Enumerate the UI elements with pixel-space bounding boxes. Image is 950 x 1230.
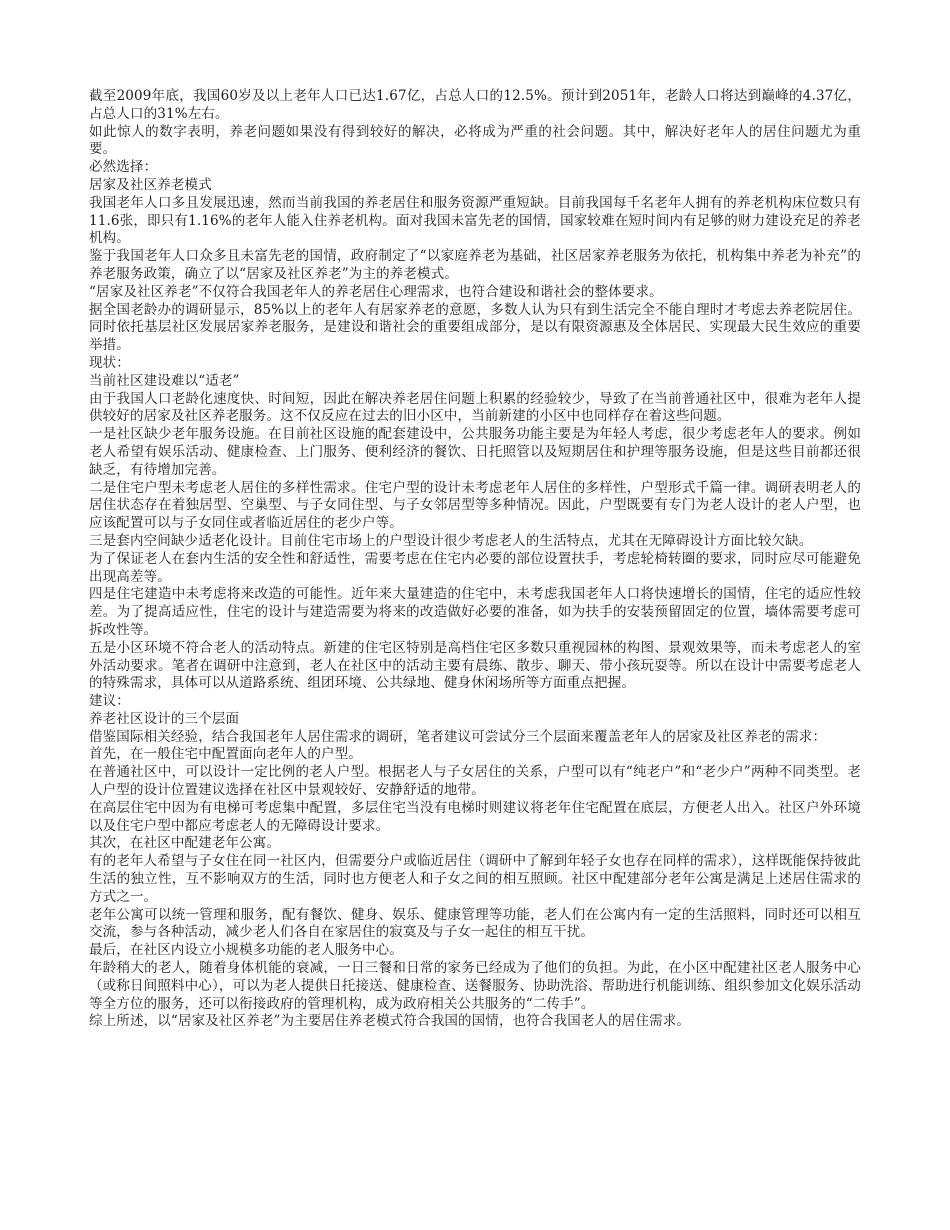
paragraph: 有的老年人希望与子女住在同一社区内，但需要分户或临近居住（调研中了解到年轻子女也存在同样的需求），这样既能保持彼此生活的独立性，互不影响双方的生活，同时也方便老人和子女之间的相互照顾。社区中配建部分老年公寓是满足上述居住需求的方式之一。 xyxy=(89,853,861,905)
paragraph: 五是小区环境不符合老人的活动特点。新建的住宅区特别是高档住宅区多数只重视园林的构图、景观效果等，而未考虑老人的室外活动要求。笔者在调研中注意到，老人在社区中的活动主要有晨练、散步、聊天、带小孩玩耍等。所以在设计中需要考虑老人的特殊需求，具体可以从道路系统、组团环境、公共绿地、健身休闲场所等方面重点把握。 xyxy=(89,639,861,692)
paragraph: 四是住宅建造中未考虑将来改造的可能性。近年来大量建造的住宅中，未考虑我国老年人口将快速增长的国情，住宅的适应性较差。为了提高适应性，住宅的设计与建造需要为将来的改造做好必要的准备，如为扶手的安装预留固定的位置，墙体需要考虑可拆改性等。 xyxy=(89,586,861,638)
paragraph: 三是套内空间缺少适老化设计。目前住宅市场上的户型设计很少考虑老人的生活特点，尤其在无障碍设计方面比较欠缺。 xyxy=(89,532,813,549)
paragraph: 年龄稍大的老人，随着身体机能的衰减，一日三餐和日常的家务已经成为了他们的负担。为此，在小区中配建社区老人服务中心（或称日间照料中心），可以为老人提供日托接送、健康检查、送餐服务、协助洗浴、帮助进行机能训练、组织参加文化娱乐活动等全方位的服务，还可以衔接政府的管理机构，成为政府相关公共服务的“二传手”。 xyxy=(89,960,861,1012)
section-label: 现状： xyxy=(89,354,130,371)
section-heading: 居家及社区养老模式 xyxy=(89,176,212,193)
paragraph: 据全国老龄办的调研显示，85%以上的老年人有居家养老的意愿，多数人认为只有到生活完全不能自理时才考虑去养老院居住。同时依托基层社区发展居家养老服务，是建设和谐社会的重要组成部分，是以有限资源惠及全体居民、实现最大民生效应的重要举措。 xyxy=(89,301,861,354)
paragraph: 在普通社区中，可以设计一定比例的老人户型。根据老人与子女居住的关系，户型可以有“纯老户”和“老少户”两种不同类型。老人户型的设计位置建议选择在社区中景观较好、安静舒适的地带。 xyxy=(89,764,861,799)
paragraph: 一是社区缺少老年服务设施。在目前社区设施的配套建设中，公共服务功能主要是为年轻人考虑，很少考虑老年人的要求。例如老人希望有娱乐活动、健康检查、上门服务、便利经济的餐饮、日托照管以及短期居住和护理等服务设施，但是这些目前都还很缺乏，有待增加完善。 xyxy=(89,426,861,478)
paragraph: 鉴于我国老年人口众多且未富先老的国情，政府制定了“以家庭养老为基础，社区居家养老服务为依托，机构集中养老为补充”的养老服务政策，确立了以“居家及社区养老”为主的养老模式。 xyxy=(89,248,861,282)
paragraph: 综上所述，以“居家及社区养老”为主要居住养老模式符合我国的国情，也符合我国老人的居住需求。 xyxy=(89,1013,691,1030)
paragraph: 由于我国人口老龄化速度快、时间短，因此在解决养老居住问题上积累的经验较少，导致了在当前普通社区中，很难为老年人提供较好的居家及社区养老服务。这不仅反应在过去的旧小区中，当前新建的小区中也同样存在着这些问题。 xyxy=(89,390,861,425)
paragraph: 最后，在社区内设立小规模多功能的老人服务中心。 xyxy=(89,942,403,959)
paragraph: 老年公寓可以统一管理和服务，配有餐饮、健身、娱乐、健康管理等功能，老人们在公寓内有一定的生活照料，同时还可以相互交流，参与各种活动，减少老人们各自在家居住的寂寞及与子女一起住的相互干扰。 xyxy=(89,906,861,941)
paragraph: 如此惊人的数字表明，养老问题如果没有得到较好的解决，必将成为严重的社会问题。其中，解决好老年人的居住问题尤为重要。 xyxy=(89,123,861,158)
paragraph: 借鉴国际相关经验，结合我国老年人居住需求的调研，笔者建议可尝试分三个层面来覆盖老年人的居家及社区养老的需求： xyxy=(89,728,827,745)
section-heading: 当前社区建设难以“适老” xyxy=(89,372,240,389)
paragraph: 截至2009年底，我国60岁及以上老年人口已达1.67亿，占总人口的12.5%。预计到2051年，老龄人口将达到巅峰的4.37亿，占总人口的31%左右。 xyxy=(89,88,861,122)
paragraph: “居家及社区养老”不仅符合我国老年人的养老居住心理需求，也符合建设和谐社会的整体要求。 xyxy=(89,283,663,300)
paragraph: 其次，在社区中配建老年公寓。 xyxy=(89,835,281,852)
paragraph: 首先，在一般住宅中配置面向老年人的户型。 xyxy=(89,746,362,763)
section-label: 必然选择： xyxy=(89,159,158,176)
paragraph: 二是住宅户型未考虑老人居住的多样性需求。住宅户型的设计未考虑老年人居住的多样性，户型形式千篇一律。调研表明老人的居住状态存在着独居型、空巢型、与子女同住型、与子女邻居型等多种情况。因此，户型既要有专门为老人设计的老人户型，也应该配置可以与子女同住或者临近居住的老少户等。 xyxy=(89,479,861,532)
document-body xyxy=(89,88,861,1031)
paragraph: 在高层住宅中因为有电梯可考虑集中配置，多层住宅当没有电梯时则建议将老年住宅配置在底层，方便老人出入。社区户外环境以及住宅户型中都应考虑老人的无障碍设计要求。 xyxy=(89,799,861,834)
section-label: 建议： xyxy=(89,693,130,710)
paragraph: 为了保证老人在套内生活的安全性和舒适性，需要考虑在住宅内必要的部位设置扶手，考虑轮椅转圈的要求，同时应尽可能避免出现高差等。 xyxy=(89,550,861,585)
section-heading: 养老社区设计的三个层面 xyxy=(89,710,240,727)
paragraph: 我国老年人口多且发展迅速，然而当前我国的养老居住和服务资源严重短缺。目前我国每千名老年人拥有的养老机构床位数只有11.6张，即只有1.16%的老年人能入住养老机构。面对我国未富先老的国情，国家较难在短时间内有足够的财力建设充足的养老机构。 xyxy=(89,194,861,247)
